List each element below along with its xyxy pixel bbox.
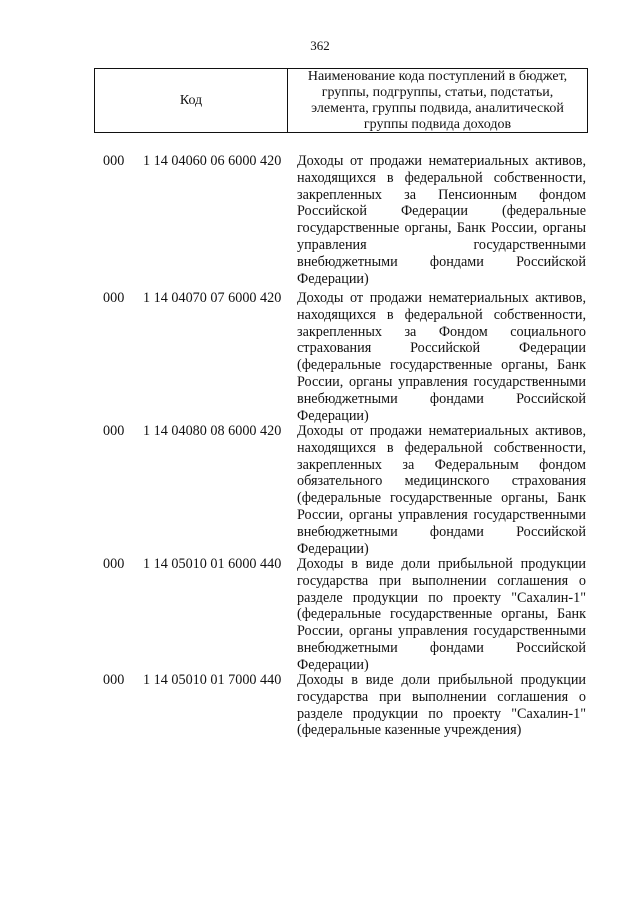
admin-code: 000 [103, 423, 125, 439]
income-description: Доходы от продажи нематериальных активов, находящихся в федеральной собственности, закрепленных за Пенсионным фондом Российской Федерации (федеральные государственные органы, Банк России, органы управления государственными внебюджетными фондами Российской Федерации) [297, 153, 586, 287]
income-description: Доходы от продажи нематериальных активов, находящихся в федеральной собственности, закрепленных за Федеральным фондом обязательного медицинского страхования (федеральные государственные органы, Банк России, органы управления государственными внебюджетными фондами Российской Федерации) [297, 423, 586, 557]
income-description: Доходы от продажи нематериальных активов, находящихся в федеральной собственности, закрепленных за Фондом социального страхования Российской Федерации (федеральные государственные органы, Банк России, органы управления государственными внебюджетными фондами Российской Федерации) [297, 290, 586, 424]
table-row [0, 153, 640, 290]
table-row [0, 556, 640, 672]
income-code: 1 14 04070 07 6000 420 [143, 290, 282, 306]
admin-code: 000 [103, 290, 125, 306]
income-description: Доходы в виде доли прибыльной продукции государства при выполнении соглашения о разделе продукции по проекту "Сахалин-1" (федеральные государственные органы, Банк России, органы управления государственными внебюджетными фондами Российской Федерации) [297, 556, 586, 673]
admin-code: 000 [103, 153, 125, 169]
table-row [0, 672, 640, 742]
admin-code: 000 [103, 672, 125, 688]
table-header [94, 68, 588, 133]
income-description: Доходы в виде доли прибыльной продукции государства при выполнении соглашения о разделе продукции по проекту "Сахалин-1" (федеральные казенные учреждения) [297, 672, 586, 739]
table-row [0, 290, 640, 423]
income-code: 1 14 05010 01 6000 440 [143, 556, 282, 572]
header-code-cell: Код [95, 69, 288, 132]
income-code: 1 14 04060 06 6000 420 [143, 153, 282, 169]
table-body [0, 153, 640, 742]
table-row [0, 423, 640, 556]
page-number: 362 [310, 38, 330, 53]
income-code: 1 14 05010 01 7000 440 [143, 672, 282, 688]
admin-code: 000 [103, 556, 125, 572]
header-name-cell: Наименование кода поступлений в бюджет, группы, подгруппы, статьи, подстатьи, элемента, группы подвида, аналитической группы подвида доходов [307, 68, 568, 132]
income-code: 1 14 04080 08 6000 420 [143, 423, 282, 439]
